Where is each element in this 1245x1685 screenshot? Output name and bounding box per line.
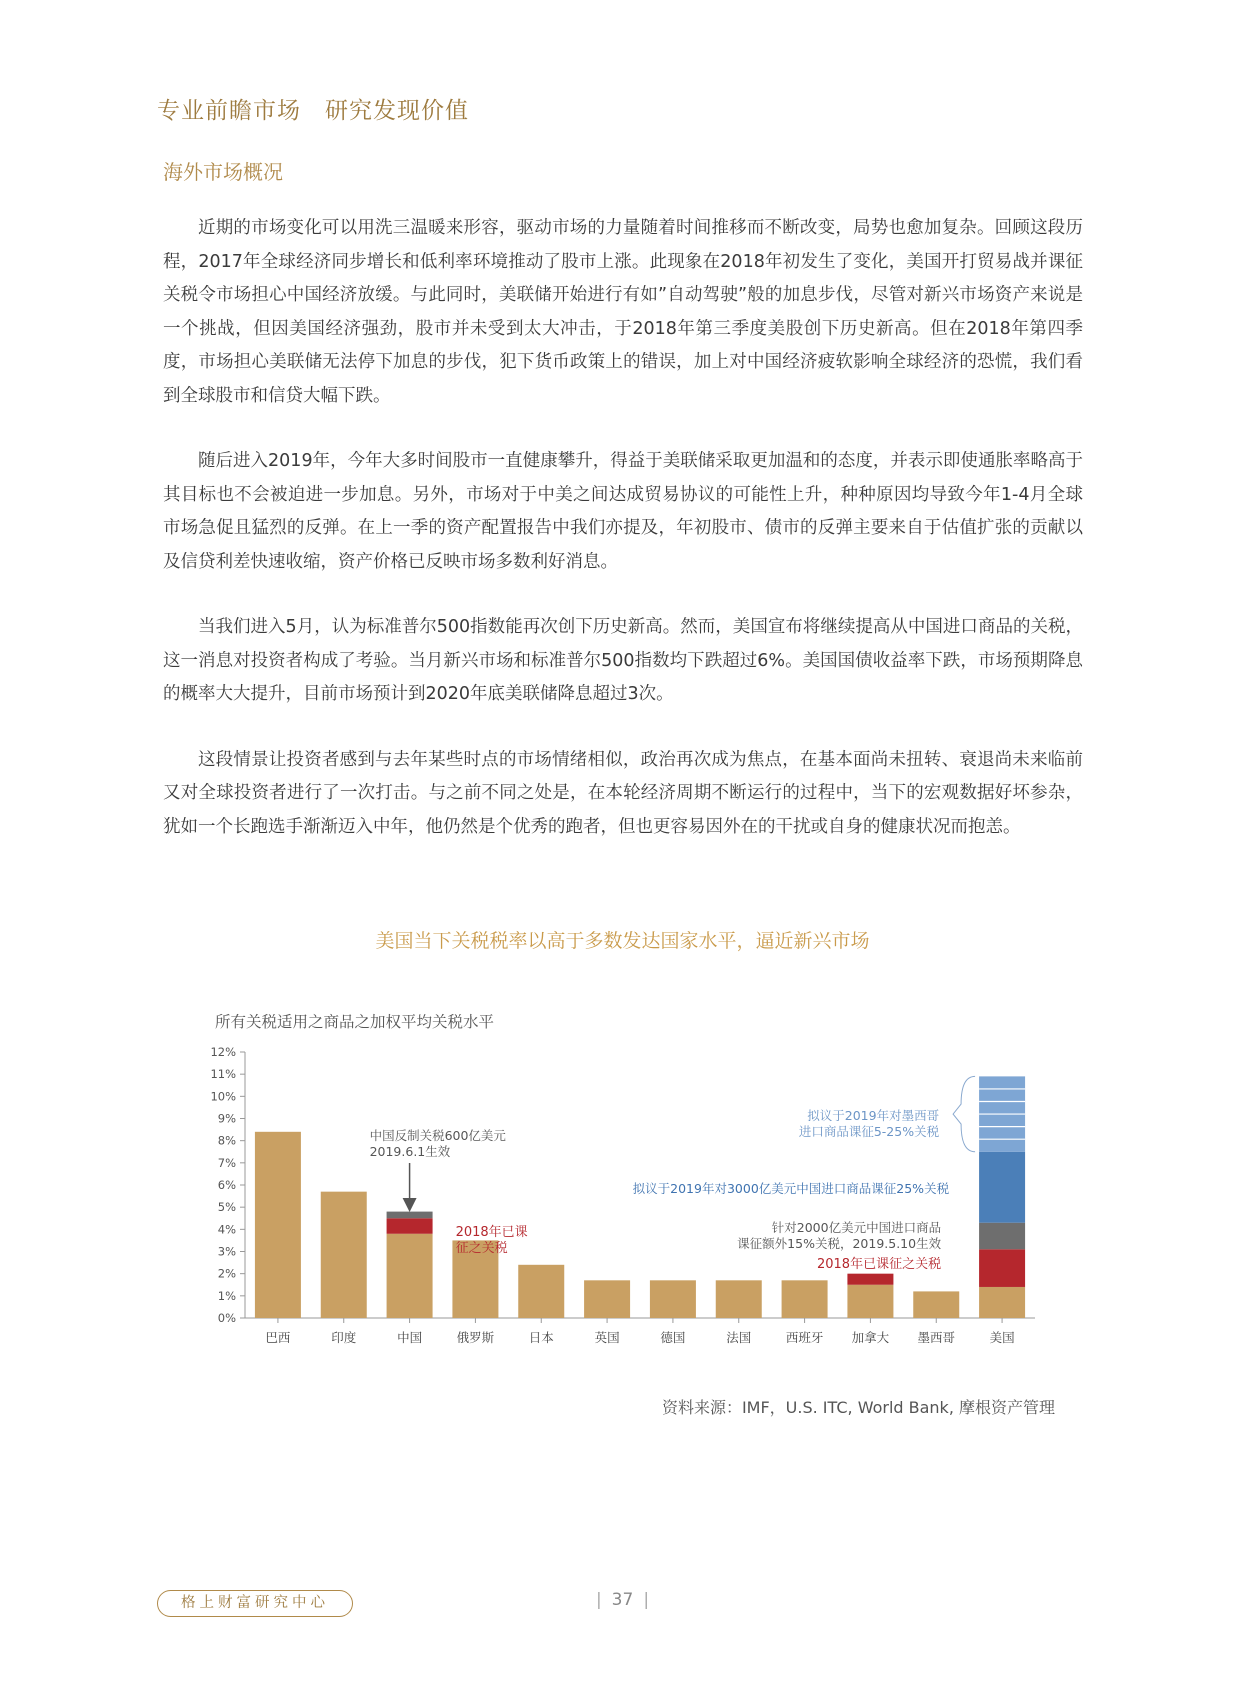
page-number: 37 [611, 1590, 634, 1610]
annotation-china-2018: 2018年已课 [455, 1225, 528, 1240]
x-tick-label: 美国 [989, 1330, 1015, 1345]
bar-base [387, 1234, 433, 1318]
y-tick-label: 12% [210, 1045, 236, 1059]
x-tick-label: 中国 [397, 1330, 423, 1345]
header-title-right: 研究发现价值 [325, 98, 469, 124]
bar-base [518, 1265, 564, 1318]
y-tick-label: 8% [217, 1133, 236, 1148]
annotation-china-retaliation-date: 2019.6.1生效 [369, 1144, 451, 1159]
paragraph-1: 近期的市场变化可以用洗三温暖来形容，驱动市场的力量随着时间推移而不断改变，局势也愈加复杂。回顾这段历程，2017年全球经济同步增长和低利率环境推动了股市上涨。此现象在2018年初发生了变化，美国开打贸易战并课征关税令市场担心中国经济放缓。与此同时，美联储开始进行有如”自动驾驶”般的加息步伐，尽管对新兴市场资产来说是一个挑战，但因美国经济强劲，股市并未受到太大冲击，于2018年第三季度美股创下历史新高。但在2018年第四季度，市场担心美联储无法停下加息的步伐，犯下货币政策上的错误，加上对中国经济疲软影响全球经济的恐慌，我们看到全球股市和信贷大幅下跌。 [163, 218, 1083, 406]
annotation-us-2018: 2018年已课征之关税 [816, 1257, 942, 1272]
x-tick-label: 印度 [331, 1330, 357, 1345]
y-tick-label: 6% [217, 1178, 236, 1192]
y-tick-label: 0% [217, 1311, 236, 1325]
bar-base [847, 1285, 893, 1318]
chart-title: 美国当下关税税率以高于多数发达国家水平，逼近新兴市场 [375, 930, 870, 952]
y-tick-label: 9% [217, 1111, 236, 1126]
x-tick-label: 西班牙 [785, 1330, 824, 1345]
annotation-mexico-brace [953, 1076, 975, 1151]
x-tick-label: 日本 [528, 1330, 554, 1345]
paragraph-2: 随后进入2019年，今年大多时间股市一直健康攀升，得益于美联储采取更加温和的态度，并表示即使通胀率略高于其目标也不会被迫进一步加息。另外，市场对于中美之间达成贸易协议的可能性上升，种种原因均导致今年1-4月全球市场急促且猛烈的反弹。在上一季的资产配置报告中我们亦提及，年初股市、债市的反弹主要来自于估值扩张的贡献以及信贷利差快速收缩，资产价格已反映市场多数利好消息。 [163, 451, 1083, 572]
annotation-mexico: 拟议于2019年对墨西哥 [807, 1108, 940, 1123]
annotation-extra-2000: 针对2000亿美元中国进口商品 [771, 1220, 942, 1235]
page-number-wrap: | 37 | [595, 1590, 650, 1610]
annotation-proposed-3000: 拟议于2019年对3000亿美元中国进口商品课征25%关税 [632, 1181, 950, 1196]
bar-china_retaliation [979, 1223, 1025, 1250]
bar-proposed_3000 [979, 1152, 1025, 1223]
x-tick-label: 加拿大 [851, 1330, 890, 1345]
x-tick-label: 墨西哥 [917, 1330, 956, 1345]
x-tick-label: 巴西 [265, 1330, 291, 1345]
annotation-china-retaliation: 中国反制关税600亿美元 [369, 1128, 506, 1143]
chart-subtitle: 所有关税适用之商品之加权平均关税水平 [215, 1013, 495, 1031]
x-tick-label: 俄罗斯 [456, 1330, 495, 1345]
annotation-arrow-head [403, 1198, 417, 1212]
bar-base [584, 1280, 630, 1318]
bar-base [255, 1132, 301, 1318]
bar-2018 [387, 1218, 433, 1234]
y-tick-label: 7% [217, 1155, 236, 1170]
footer-badge: 格上财富研究中心 [157, 1590, 353, 1617]
y-tick-label: 11% [210, 1067, 236, 1082]
x-tick-label: 英国 [594, 1330, 620, 1345]
bar-2018 [847, 1274, 893, 1285]
bar-2018 [979, 1249, 1025, 1287]
x-tick-label: 法国 [726, 1330, 752, 1345]
source-note: 资料来源：IMF，U.S. ITC, World Bank, 摩根资产管理 [661, 1398, 1055, 1417]
bar-base [321, 1192, 367, 1318]
y-tick-label: 3% [217, 1244, 236, 1259]
section-title: 海外市场概况 [163, 160, 283, 184]
bar-base [782, 1280, 828, 1318]
header-title-left: 专业前瞻市场 [157, 98, 301, 124]
y-tick-label: 10% [210, 1089, 236, 1104]
bar-base [979, 1287, 1025, 1318]
paragraph-4: 这段情景让投资者感到与去年某些时点的市场情绪相似，政治再次成为焦点，在基本面尚未扭转、衰退尚未来临前又对全球投资者进行了一次打击。与之前不同之处是，在本轮经济周期不断运行的过程中，当下的宏观数据好坏参杂，犹如一个长跑选手渐渐迈入中年，他仍然是个优秀的跑者，但也更容易因外在的干扰或自身的健康状况而抱恙。 [163, 749, 1083, 837]
paragraph-3: 当我们进入5月，认为标准普尔500指数能再次创下历史新高。然而，美国宣布将继续提高从中国进口商品的关税，这一消息对投资者构成了考验。当月新兴市场和标准普尔500指数均下跌超过6%。美国国债收益率下跌，市场预期降息的概率大大提升，目前市场预计到2020年底美联储降息超过3次。 [163, 617, 1083, 704]
x-tick-label: 德国 [660, 1330, 686, 1345]
annotation-china-2018-line2: 征之关税 [455, 1241, 508, 1256]
y-tick-label: 2% [217, 1266, 236, 1281]
y-tick-label: 4% [217, 1222, 236, 1237]
bar-base [913, 1291, 959, 1318]
bar-base [650, 1280, 696, 1318]
annotation-mexico-line2: 进口商品课征5-25%关税 [798, 1124, 940, 1139]
y-tick-label: 5% [217, 1200, 236, 1215]
bar-china_retaliation [387, 1212, 433, 1219]
annotation-extra-2000-line2: 课征额外15%关税，2019.5.10生效 [737, 1236, 942, 1251]
bar-base [716, 1280, 762, 1318]
y-tick-label: 1% [217, 1288, 236, 1303]
